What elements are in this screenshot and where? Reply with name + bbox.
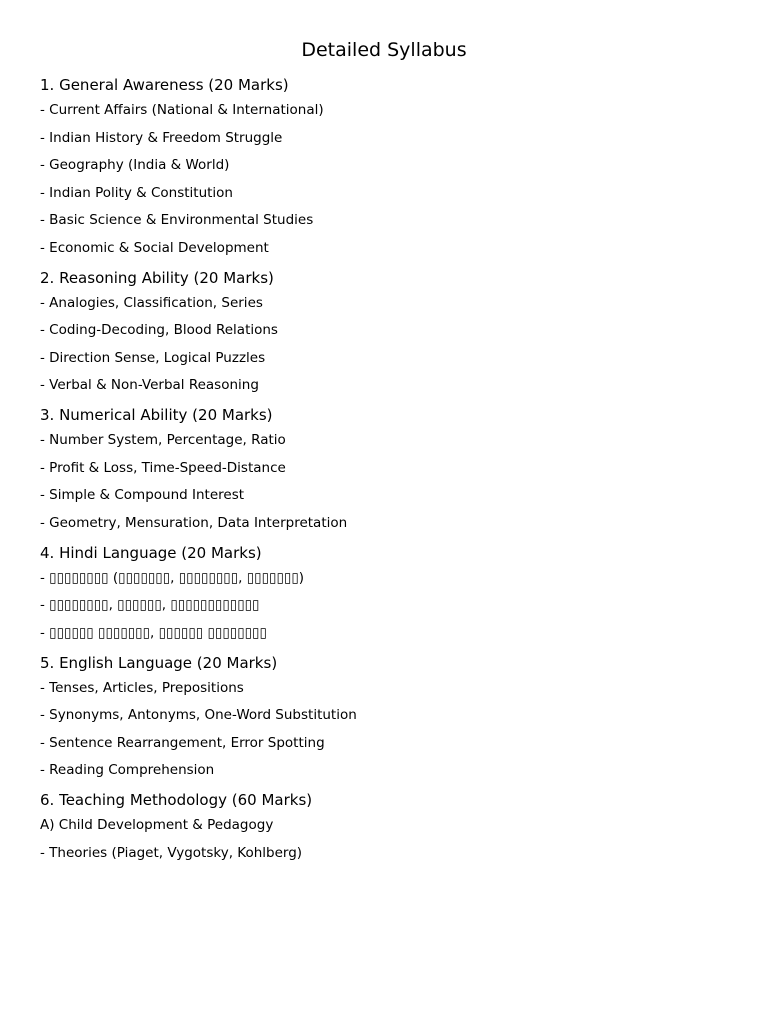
section-heading: 6. Teaching Methodology (60 Marks) [40,791,313,809]
section-teaching-methodology [40,790,740,862]
syllabus-content [40,75,740,873]
list-item: - Direction Sense, Logical Puzzles [40,349,266,366]
section-heading: 3. Numerical Ability (20 Marks) [40,406,273,424]
section-reasoning-ability [40,268,740,395]
section-item-list [40,680,740,780]
list-item: - Geometry, Mensuration, Data Interpretation [40,514,348,531]
list-item: - Current Affairs (National & International) [40,102,324,118]
list-item: - Synonyms, Antonyms, One-Word Substitution [40,707,357,723]
section-item-list [40,295,740,395]
list-item: - Simple & Compound Interest [40,487,245,503]
list-item: - Indian Polity & Constitution [40,184,233,201]
section-heading: 1. General Awareness (20 Marks) [40,76,289,94]
section-item-list [40,102,740,257]
list-item: - Tenses, Articles, Prepositions [40,679,244,696]
list-item: - Sentence Rearrangement, Error Spotting [40,734,325,751]
list-item: - Verbal & Non-Verbal Reasoning [40,377,259,393]
list-item: - Profit & Loss, Time-Speed-Distance [40,459,286,476]
section-hindi-language [40,543,740,642]
list-item: - Theories (Piaget, Vygotsky, Kohlberg) [40,844,303,861]
list-item: - Reading Comprehension [40,762,215,778]
section-heading: 5. English Language (20 Marks) [40,653,278,672]
list-item: - ▯▯▯▯▯▯ ▯▯▯▯▯▯▯, ▯▯▯▯▯▯ ▯▯▯▯▯▯▯▯ [40,624,267,641]
section-general-awareness [40,75,740,257]
section-heading: 4. Hindi Language (20 Marks) [40,543,262,562]
list-item: - Indian History & Freedom Struggle [40,129,283,146]
section-item-list [40,432,740,532]
section-item-list [40,570,740,642]
section-heading: 2. Reasoning Ability (20 Marks) [40,268,274,287]
list-item: - Coding-Decoding, Blood Relations [40,322,278,338]
list-item: - Economic & Social Development [40,239,269,256]
list-item: - Analogies, Classification, Series [40,294,263,311]
section-item-list [40,817,740,862]
section-english-language [40,653,740,780]
list-item: - Number System, Percentage, Ratio [40,432,286,448]
list-item: - ▯▯▯▯▯▯▯▯ (▯▯▯▯▯▯▯, ▯▯▯▯▯▯▯▯, ▯▯▯▯▯▯▯) [40,569,305,586]
section-numerical-ability [40,405,740,532]
page-title: Detailed Syllabus [301,39,467,61]
list-item: - Basic Science & Environmental Studies [40,212,314,228]
list-item: A) Child Development & Pedagogy [40,817,274,833]
list-item: - ▯▯▯▯▯▯▯▯, ▯▯▯▯▯▯, ▯▯▯▯▯▯▯▯▯▯▯▯ [40,597,260,613]
list-item: - Geography (India & World) [40,157,230,173]
